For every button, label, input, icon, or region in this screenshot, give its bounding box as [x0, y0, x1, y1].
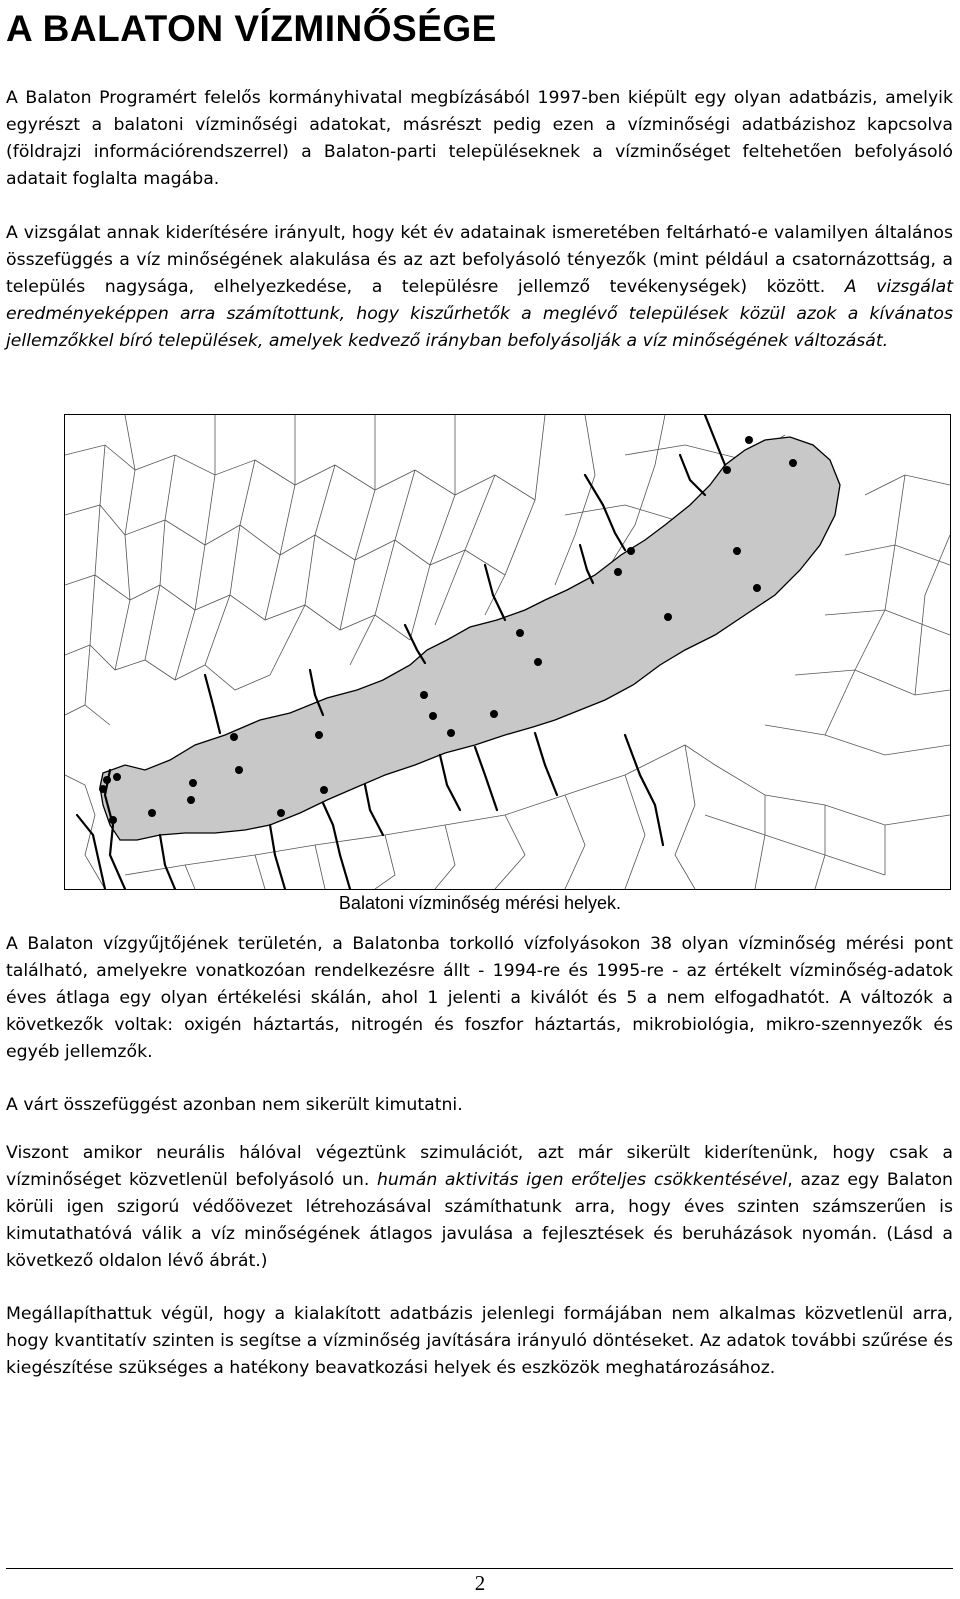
measurement-point — [534, 658, 542, 666]
measurement-point — [664, 613, 672, 621]
river-11 — [475, 747, 497, 810]
measurement-point — [614, 568, 622, 576]
river-8 — [705, 415, 725, 465]
lake-balaton-shape — [100, 437, 840, 840]
measurement-point — [315, 731, 323, 739]
measurement-point — [320, 786, 328, 794]
neural-italic-text: humán aktivitás igen erőteljes csökkentésével — [376, 1170, 788, 1190]
measurement-point — [516, 629, 524, 637]
measurement-point — [447, 729, 455, 737]
measurement-point — [230, 733, 238, 741]
measurement-point — [99, 785, 107, 793]
footer-divider — [6, 1568, 953, 1569]
river-10 — [535, 733, 557, 795]
river-12 — [323, 803, 350, 889]
measurement-point — [189, 779, 197, 787]
river-3 — [405, 625, 425, 663]
river-13 — [270, 825, 285, 889]
measurement-point — [429, 712, 437, 720]
river-7 — [680, 455, 705, 495]
measurement-point — [113, 773, 121, 781]
neural-text-before: Viszont amikor neurális hálóval végeztünk szimulációt, azt már sikerült kiderítenünk, hogy csak a vízminőséget közvetlenül befolyásoló un. — [6, 1143, 953, 1190]
neural-text-after: , azaz egy Balaton körüli igen szigorú védőövezet létrehozásával számíthatunk arra, hogy éves szinten számszerűen is kimutathatóvá válik a víz minőségének átlagos javulása a fejlesztések és beruházások nyomán. (Lásd a következő oldalon lévő ábrát.) — [6, 1170, 953, 1271]
river-6 — [585, 475, 625, 550]
river-9 — [625, 735, 663, 845]
measurement-point — [789, 459, 797, 467]
balaton-measurement-map — [64, 414, 951, 890]
study-italic-text: A vizsgálat eredményeképpen arra számítottunk, hogy kiszűrhetők a meglévő települések közül azok a kívánatos jellemzőkkel bíró települések, amelyek kedvező irányban befolyásolják a víz minőségének változását. — [6, 277, 953, 351]
measurement-point — [148, 809, 156, 817]
measurement-point — [490, 710, 498, 718]
river-16 — [160, 835, 175, 889]
page-number: 2 — [474, 1571, 486, 1595]
map-caption: Balatoni vízminőség mérési helyek. — [338, 893, 622, 913]
page-title: A BALATON VÍZMINŐSÉGE — [6, 8, 497, 49]
measurement-paragraph: A Balaton vízgyűjtőjének területén, a Balatonba torkolló vízfolyásokon 38 olyan vízminőség mérési pont található, amelyekre vonatkozóan rendelkezésre állt - 1994-re és 1995-re - az értékelt vízminőség-adatok éves átlaga egy olyan értékelési skálán, ahol 1 jelenti a kiválót és 5 a nem elfogadhatót. A változók a következők voltak: oxigén háztartás, nitrogén és foszfor háztartás, mikrobiológia, mikro-szennyezők és egyéb jellemzők. — [6, 934, 953, 1062]
river-1 — [205, 675, 220, 733]
measurement-point — [733, 547, 741, 555]
measurement-point — [753, 584, 761, 592]
river-17 — [440, 755, 460, 810]
measurement-point — [723, 466, 731, 474]
measurement-point — [235, 766, 243, 774]
measurement-point — [277, 809, 285, 817]
river-18 — [365, 785, 383, 835]
river-5 — [580, 545, 593, 583]
measurement-point — [627, 547, 635, 555]
not-found-paragraph: A várt összefüggést azonban nem sikerült kimutatni. — [6, 1095, 463, 1115]
river-15 — [77, 815, 105, 889]
measurement-point — [187, 796, 195, 804]
measurement-point — [420, 691, 428, 699]
conclusion-paragraph: Megállapíthattuk végül, hogy a kialakított adatbázis jelenlegi formájában nem alkalmas közvetlenül arra, hogy kvantitatív szinten is segítse a vízminőség javítására irányuló döntéseket. Az adatok további szűrése és kiegészítése szükséges a hatékony beavatkozási helyek és eszközök meghatározásához. — [6, 1304, 953, 1378]
measurement-point — [109, 816, 117, 824]
measurement-point — [103, 776, 111, 784]
measurement-point — [745, 436, 753, 444]
intro-paragraph: A Balaton Programért felelős kormányhivatal megbízásából 1997-ben kiépült egy olyan adatbázis, amelyik egyrészt a balatoni vízminőségi adatokat, másrészt pedig ezen a vízminőségi adatbázishoz kapcsolva (földrajzi információrendszerrel) a Balaton-parti településeknek a vízminőséget feltehetően befolyásoló adatait foglalta magába. — [6, 88, 953, 189]
study-paragraph — [6, 220, 953, 355]
study-text: A vizsgálat annak kiderítésére irányult, hogy két év adatainak ismeretében feltárható-e valamilyen általános összefüggés a víz minőségének alakulása és az azt befolyásoló tényezők (mint például a csatornázottság, a település nagysága, elhelyezkedése, a településre jellemző tevékenységek) között. — [6, 223, 953, 297]
neural-paragraph — [6, 1140, 953, 1275]
